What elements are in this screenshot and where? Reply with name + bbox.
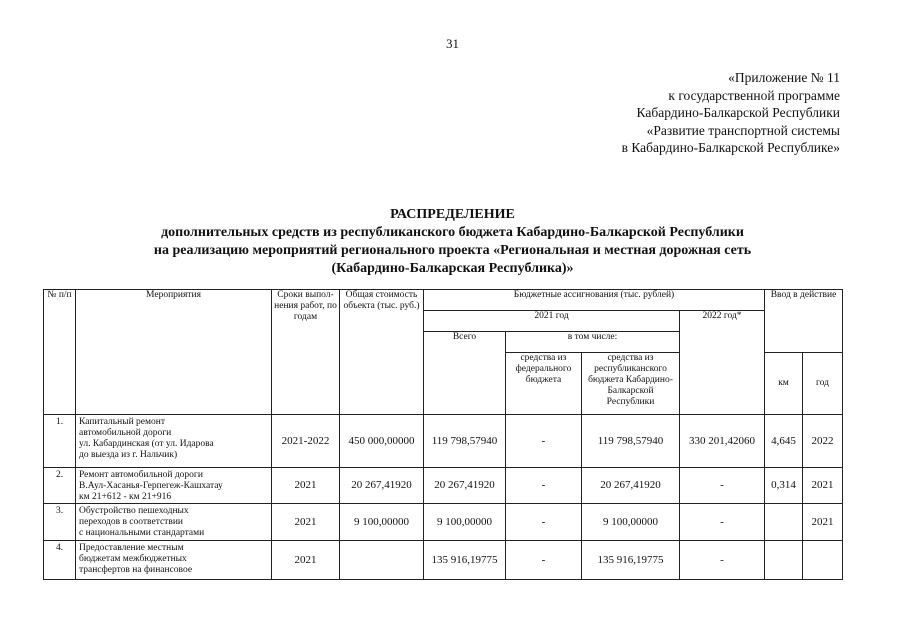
activity-line: Обустройство пешеходных: [79, 506, 189, 516]
cell-cost: [340, 541, 424, 580]
activity-line: В.Аул-Хасанья-Герпегеж-Кашхатау: [79, 481, 223, 491]
activity-line: бюджетам межбюджетных: [79, 554, 187, 564]
activity-line: ул. Кабардинская (от ул. Идарова: [79, 439, 214, 449]
cell-republic: 135 916,19775: [582, 541, 680, 580]
cell-terms: 2021: [272, 468, 340, 504]
cell-no: 2.: [44, 468, 76, 504]
cell-total: 135 916,19775: [424, 541, 506, 580]
activity-line: переходов в соответствии: [79, 517, 183, 527]
cell-km: 4,645: [765, 415, 803, 468]
title-line: (Кабардино-Балкарская Республика)»: [331, 261, 574, 276]
cell-km: 0,314: [765, 468, 803, 504]
activity-line: трансфертов на финансовое: [79, 565, 193, 575]
activity-line: автомобильной дороги: [79, 428, 172, 438]
cell-2022: -: [680, 541, 765, 580]
cell-2022: 330 201,42060: [680, 415, 765, 468]
col-header-terms: Сроки выпол- нения работ, по годам: [272, 290, 340, 415]
col-header-activity: Мероприятия: [76, 290, 272, 415]
appendix-line: к государственной программе: [668, 87, 840, 103]
cell-activity: [76, 541, 272, 580]
col-header-cost: Общая стоимость объекта (тыс. руб.): [340, 290, 424, 415]
activity-line: Капитальный ремонт: [79, 417, 166, 427]
col-header-including: в том числе:: [506, 332, 680, 353]
cell-total: 20 267,41920: [424, 468, 506, 504]
table-row: [44, 541, 843, 580]
cell-terms: 2021: [272, 541, 340, 580]
cell-year: [803, 541, 843, 580]
cell-federal: -: [506, 504, 582, 541]
col-header-commission: Ввод в действие: [765, 290, 843, 353]
col-header-budget: Бюджетные ассигнования (тыс. рублей): [424, 290, 765, 311]
appendix-line: «Приложение № 11: [728, 70, 840, 85]
col-header-no: № п/п: [44, 290, 76, 415]
cell-republic: 9 100,00000: [582, 504, 680, 541]
table-row: [44, 504, 843, 541]
cell-federal: -: [506, 468, 582, 504]
cell-cost: 450 000,00000: [340, 415, 424, 468]
activity-line: км 21+612 - км 21+916: [79, 492, 172, 502]
cell-activity: [76, 468, 272, 504]
col-header-federal: средства из федерального бюджета: [506, 353, 582, 415]
col-header-year: год: [803, 353, 843, 415]
cell-activity: [76, 415, 272, 468]
cell-year: 2021: [803, 468, 843, 504]
cell-no: 4.: [44, 541, 76, 580]
cell-republic: 119 798,57940: [582, 415, 680, 468]
col-header-total: Всего: [424, 332, 506, 415]
budget-table: [43, 289, 843, 580]
cell-no: 1.: [44, 415, 76, 468]
col-header-2021: 2021 год: [424, 311, 680, 332]
cell-federal: -: [506, 415, 582, 468]
appendix-line: в Кабардино-Балкарской Республике»: [621, 140, 840, 155]
cell-cost: 20 267,41920: [340, 468, 424, 504]
cell-total: 9 100,00000: [424, 504, 506, 541]
cell-cost: 9 100,00000: [340, 504, 424, 541]
cell-km: [765, 541, 803, 580]
cell-republic: 20 267,41920: [582, 468, 680, 504]
cell-km: [765, 504, 803, 541]
activity-line: Предоставление местным: [79, 543, 184, 553]
activity-line: до выезда из г. Нальчик): [79, 450, 178, 460]
cell-2022: -: [680, 504, 765, 541]
page-number: 31: [446, 36, 459, 51]
title-line: на реализацию мероприятий регионального проекта «Региональная и местная дорожная сеть: [153, 243, 752, 258]
header-row: [44, 290, 843, 311]
appendix-line: Кабардино-Балкарской Республики: [636, 105, 840, 120]
title-heading: РАСПРЕДЕЛЕНИЕ: [390, 207, 515, 222]
activity-line: с национальными стандартами: [79, 528, 205, 538]
cell-terms: 2021: [272, 504, 340, 541]
table-row: [44, 468, 843, 504]
cell-activity: [76, 504, 272, 541]
col-header-2022: 2022 год*: [680, 311, 765, 415]
title-line: дополнительных средств из республиканского бюджета Кабардино-Балкарской Республики: [161, 225, 744, 240]
cell-total: 119 798,57940: [424, 415, 506, 468]
appendix-header: [560, 69, 840, 157]
cell-no: 3.: [44, 504, 76, 541]
table-row: [44, 415, 843, 468]
cell-year: 2021: [803, 504, 843, 541]
col-header-km: км: [765, 353, 803, 415]
appendix-line: «Развитие транспортной системы: [646, 122, 840, 138]
document-title: [0, 206, 905, 278]
col-header-republic: средства из республиканского бюджета Кабардино- Балкарской Республики: [582, 353, 680, 415]
activity-line: Ремонт автомобильной дороги: [79, 470, 203, 480]
cell-2022: -: [680, 468, 765, 504]
cell-terms: 2021-2022: [272, 415, 340, 468]
cell-federal: -: [506, 541, 582, 580]
cell-year: 2022: [803, 415, 843, 468]
